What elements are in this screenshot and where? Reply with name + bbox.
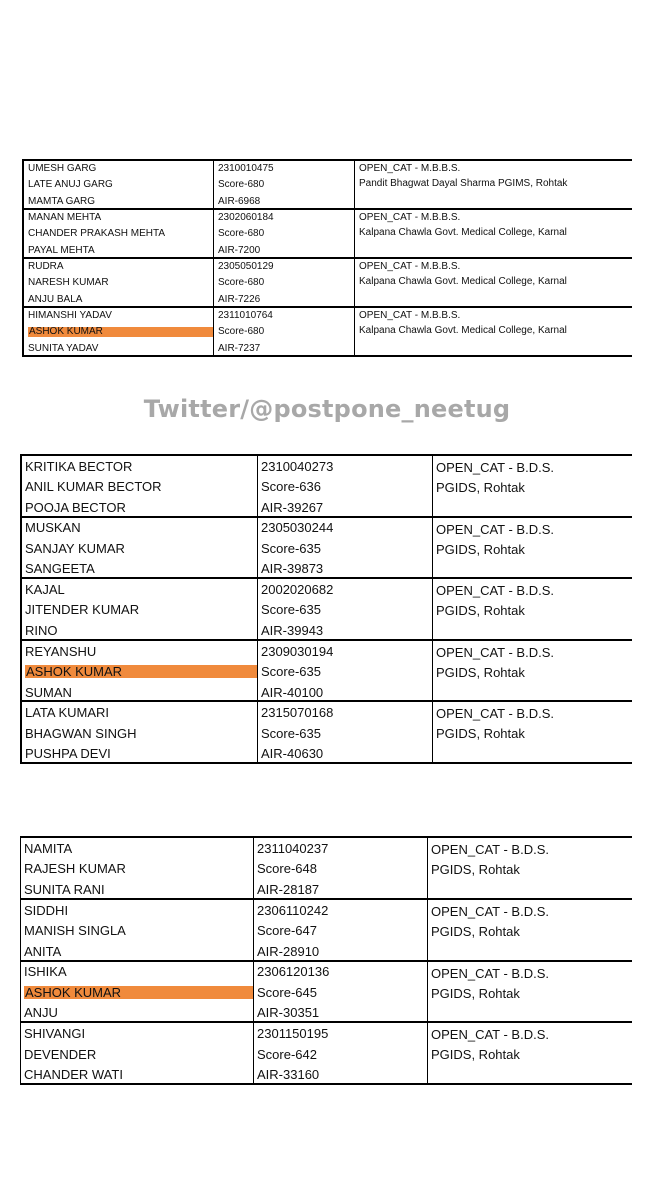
table-row: [20, 454, 632, 518]
detail-line: AIR-40100: [261, 684, 324, 700]
table-row: [20, 700, 632, 764]
name-line: REYANSHU: [25, 643, 97, 659]
allotment-cell: [432, 702, 632, 764]
allotment-cell: [354, 259, 632, 308]
allotment-cell: [354, 210, 632, 259]
detail-line: AIR-28187: [257, 881, 320, 897]
name-line: SUNITA RANI: [24, 881, 105, 897]
name-line: DEVENDER: [24, 1046, 97, 1062]
names-cell: [22, 308, 213, 357]
rank-details-cell: [213, 161, 354, 210]
table-bottom-rule: [20, 1083, 632, 1085]
rank-details-cell: [253, 838, 427, 900]
table-row: [20, 836, 632, 900]
allotment-line: OPEN_CAT - B.D.S.: [431, 965, 549, 981]
allotment-cell: [354, 308, 632, 357]
allotment-line: Pandit Bhagwat Dayal Sharma PGIMS, Rohtak: [359, 178, 568, 189]
name-line: RUDRA: [28, 261, 64, 273]
rank-details-cell: [253, 900, 427, 962]
name-line: JITENDER KUMAR: [25, 602, 140, 618]
detail-line: Score-636: [261, 479, 321, 495]
detail-line: Score-635: [261, 725, 321, 741]
allotment-table-bds-2: [20, 836, 632, 1083]
name-line: SANJAY KUMAR: [25, 540, 125, 556]
rank-details-cell: [257, 641, 432, 703]
allotment-line: PGIDS, Rohtak: [436, 664, 525, 680]
detail-line: 2302060184: [218, 212, 274, 224]
name-line: ISHIKA: [24, 964, 67, 980]
allotment-line: PGIDS, Rohtak: [431, 1047, 520, 1063]
names-cell: [20, 838, 253, 900]
allotment-line: OPEN_CAT - B.D.S.: [436, 460, 554, 475]
detail-line: Score-635: [261, 540, 321, 556]
name-line: SUNITA YADAV: [28, 342, 99, 354]
name-line: UMESH GARG: [28, 163, 97, 175]
name-line: RAJESH KUMAR: [24, 861, 126, 877]
name-line: PUSHPA DEVI: [25, 746, 111, 762]
allotment-cell: [427, 962, 632, 1024]
detail-line: Score-645: [257, 984, 317, 1000]
table-row: [22, 159, 632, 210]
detail-line: AIR-33160: [257, 1067, 320, 1083]
name-line: HIMANSHI YADAV: [28, 310, 112, 322]
names-cell: [20, 518, 257, 580]
name-line: KRITIKA BECTOR: [25, 458, 133, 474]
name-line: SIDDHI: [24, 902, 69, 918]
detail-line: 2305050129: [218, 261, 274, 273]
name-line: ANJU: [24, 1005, 58, 1021]
detail-line: Score-680: [218, 228, 265, 240]
allotment-line: PGIDS, Rohtak: [436, 726, 525, 742]
detail-line: Score-648: [257, 861, 317, 877]
table-row: [20, 516, 632, 580]
name-line: ANIL KUMAR BECTOR: [25, 479, 162, 495]
allotment-cell: [427, 838, 632, 900]
name-line: ANITA: [24, 943, 62, 959]
name-line: MUSKAN: [25, 520, 81, 536]
detail-line: AIR-28910: [257, 943, 320, 959]
name-line: CHANDER PRAKASH MEHTA: [28, 228, 166, 240]
table-row: [20, 639, 632, 703]
table-bottom-rule: [20, 762, 632, 764]
name-line: MANISH SINGLA: [24, 923, 126, 939]
table-row: [22, 257, 632, 308]
allotment-line: PGIDS, Rohtak: [431, 862, 520, 877]
allotment-line: OPEN_CAT - B.D.S.: [436, 706, 554, 722]
detail-line: Score-647: [257, 923, 317, 939]
allotment-line: OPEN_CAT - B.D.S.: [431, 842, 549, 857]
name-line: LATA KUMARI: [25, 705, 110, 721]
allotment-line: PGIDS, Rohtak: [431, 923, 520, 939]
detail-line: AIR-39873: [261, 561, 324, 577]
allotment-cell: [354, 161, 632, 210]
name-line: MAMTA GARG: [28, 195, 96, 207]
table-row: [20, 898, 632, 962]
allotment-line: PGIDS, Rohtak: [436, 480, 525, 495]
allotment-line: OPEN_CAT - B.D.S.: [436, 644, 554, 660]
names-cell: [20, 641, 257, 703]
names-cell: [22, 210, 213, 259]
name-line: CHANDER WATI: [24, 1067, 123, 1083]
detail-line: 2310040273: [261, 458, 334, 474]
allotment-line: OPEN_CAT - B.D.S.: [431, 903, 549, 919]
detail-line: 2306120136: [257, 964, 330, 980]
allotment-line: OPEN_CAT - M.B.B.S.: [359, 310, 461, 321]
names-cell: [20, 456, 257, 518]
twitter-watermark: Twitter/@postpone_neetug: [143, 395, 511, 423]
highlighted-name: ASHOK KUMAR: [28, 327, 213, 337]
name-line: MANAN MEHTA: [28, 212, 102, 224]
table-row: [22, 208, 632, 259]
allotment-line: OPEN_CAT - M.B.B.S.: [359, 163, 461, 174]
detail-line: 2315070168: [261, 705, 334, 721]
allotment-line: Kalpana Chawla Govt. Medical College, Karnal: [359, 276, 567, 287]
table-bottom-rule: [22, 355, 632, 357]
allotment-table-bds-1: [20, 454, 632, 762]
allotment-line: Kalpana Chawla Govt. Medical College, Karnal: [359, 325, 567, 336]
detail-line: Score-642: [257, 1046, 317, 1062]
table-row: [20, 1021, 632, 1085]
detail-line: 2002020682: [261, 581, 334, 597]
names-cell: [22, 161, 213, 210]
detail-line: Score-680: [218, 326, 265, 338]
names-cell: [20, 962, 253, 1024]
rank-details-cell: [257, 702, 432, 764]
allotment-cell: [427, 900, 632, 962]
name-line: SUMAN: [25, 684, 72, 700]
detail-line: 2310010475: [218, 163, 274, 175]
detail-line: Score-635: [261, 602, 321, 618]
highlighted-name: ASHOK KUMAR: [25, 665, 257, 678]
rank-details-cell: [257, 518, 432, 580]
detail-line: 2301150195: [257, 1026, 329, 1042]
detail-line: AIR-7226: [218, 293, 261, 305]
allotment-line: OPEN_CAT - M.B.B.S.: [359, 212, 461, 223]
allotment-line: PGIDS, Rohtak: [431, 985, 520, 1001]
allotment-line: OPEN_CAT - B.D.S.: [436, 521, 554, 537]
table-row: [20, 960, 632, 1024]
detail-line: AIR-7237: [218, 342, 261, 354]
detail-line: 2311040237: [257, 840, 329, 856]
name-line: NARESH KUMAR: [28, 277, 109, 289]
allotment-cell: [432, 518, 632, 580]
name-line: BHAGWAN SINGH: [25, 725, 137, 741]
detail-line: AIR-7200: [218, 244, 261, 256]
detail-line: AIR-30351: [257, 1005, 320, 1021]
detail-line: AIR-40630: [261, 746, 324, 762]
allotment-cell: [432, 641, 632, 703]
name-line: PAYAL MEHTA: [28, 244, 95, 256]
allotment-table-mbbs: [22, 159, 632, 360]
allotment-line: OPEN_CAT - B.D.S.: [431, 1027, 549, 1043]
rank-details-cell: [213, 210, 354, 259]
rank-details-cell: [253, 1023, 427, 1085]
allotment-cell: [432, 456, 632, 518]
name-line: LATE ANUJ GARG: [28, 179, 113, 191]
names-cell: [20, 702, 257, 764]
table-row: [20, 577, 632, 641]
detail-line: 2306110242: [257, 902, 329, 918]
name-line: NAMITA: [24, 840, 73, 856]
detail-line: 2305030244: [261, 520, 334, 536]
name-line: POOJA BECTOR: [25, 499, 126, 515]
allotment-line: Kalpana Chawla Govt. Medical College, Karnal: [359, 227, 567, 238]
name-line: KAJAL: [25, 581, 65, 597]
detail-line: 2309030194: [261, 643, 334, 659]
detail-line: Score-680: [218, 277, 265, 289]
detail-line: Score-680: [218, 179, 265, 191]
detail-line: AIR-39943: [261, 623, 324, 639]
allotment-cell: [432, 579, 632, 641]
allotment-line: OPEN_CAT - M.B.B.S.: [359, 261, 461, 272]
names-cell: [20, 900, 253, 962]
rank-details-cell: [213, 308, 354, 357]
highlighted-name: ASHOK KUMAR: [24, 986, 253, 999]
name-line: RINO: [25, 623, 58, 639]
name-line: ANJU BALA: [28, 293, 83, 305]
rank-details-cell: [257, 579, 432, 641]
rank-details-cell: [257, 456, 432, 518]
allotment-line: PGIDS, Rohtak: [436, 541, 525, 557]
detail-line: 2311010764: [218, 310, 273, 322]
table-row: [22, 306, 632, 357]
detail-line: AIR-39267: [261, 499, 324, 515]
rank-details-cell: [213, 259, 354, 308]
allotment-line: OPEN_CAT - B.D.S.: [436, 583, 554, 599]
names-cell: [20, 1023, 253, 1085]
names-cell: [20, 579, 257, 641]
names-cell: [22, 259, 213, 308]
allotment-line: PGIDS, Rohtak: [436, 603, 525, 619]
name-line: SANGEETA: [25, 561, 95, 577]
name-line: SHIVANGI: [24, 1026, 86, 1042]
rank-details-cell: [253, 962, 427, 1024]
detail-line: Score-635: [261, 664, 321, 680]
detail-line: AIR-6968: [218, 195, 261, 207]
allotment-cell: [427, 1023, 632, 1085]
